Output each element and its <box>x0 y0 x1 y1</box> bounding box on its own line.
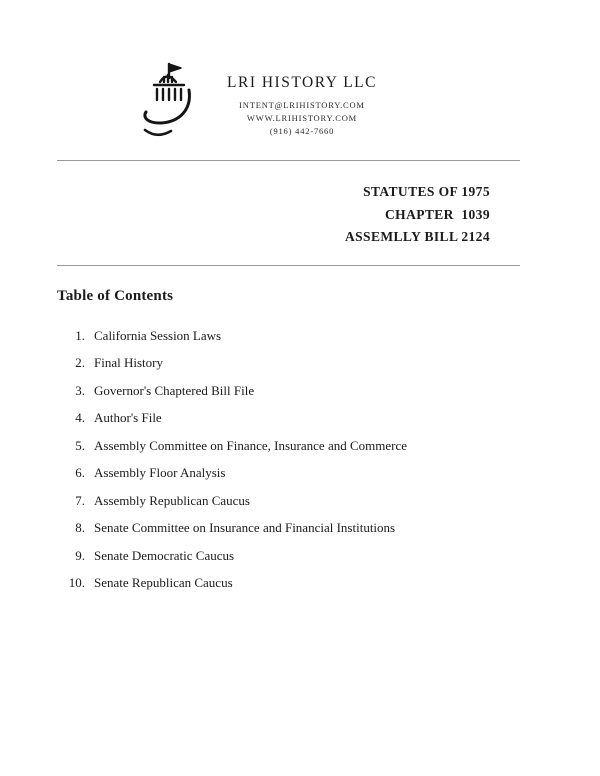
toc-list <box>57 328 520 592</box>
statutes-line: STATUTES OF 1975 <box>363 184 490 199</box>
toc-item-label: Assembly Committee on Finance, Insurance and Commerce <box>94 437 408 453</box>
toc-item-label: Assembly Republican Caucus <box>94 492 250 508</box>
top-divider <box>57 160 520 161</box>
toc-item <box>57 383 520 399</box>
toc-item-number: 4. <box>75 410 85 425</box>
toc-item <box>57 328 520 344</box>
toc-item-number: 5. <box>75 437 85 453</box>
toc-item-number: 9. <box>75 547 85 563</box>
toc-item-number: 10. <box>68 575 85 590</box>
toc-title: Table of Contents <box>57 287 174 304</box>
assembly-bill-line: ASSEMLLY BILL 2124 <box>344 229 490 244</box>
toc-item <box>57 410 520 426</box>
toc-item-number: 8. <box>75 520 85 535</box>
toc-item-label: Senate Democratic Caucus <box>94 547 235 563</box>
toc-item <box>57 438 520 454</box>
company-name: LRI HISTORY LLC <box>227 74 377 91</box>
toc-item-label: Assembly Floor Analysis <box>94 465 226 480</box>
chapter-line: CHAPTER 1039 <box>385 206 490 222</box>
toc-item <box>57 548 520 564</box>
letterhead-contact <box>227 60 377 138</box>
toc-item-label: Governor's Chaptered Bill File <box>94 382 255 398</box>
toc-item-number: 3. <box>75 382 85 398</box>
toc-item <box>57 520 520 536</box>
toc-item <box>57 355 520 371</box>
toc-item-label: Final History <box>94 355 163 370</box>
letterhead <box>0 0 600 144</box>
capitol-logo-icon <box>135 60 197 144</box>
phone-text: (916) 442-7660 <box>269 126 335 136</box>
toc-item-number: 6. <box>75 465 85 480</box>
page-content <box>0 160 600 591</box>
toc-item-number: 1. <box>75 327 85 343</box>
middle-divider <box>57 265 520 266</box>
website-text: WWW.LRIHISTORY.COM <box>246 113 358 123</box>
toc-item-number: 2. <box>75 355 85 370</box>
email-text: INTENT@LRIHISTORY.COM <box>239 100 365 110</box>
toc-item-label: Senate Committee on Insurance and Financial Institutions <box>94 520 396 535</box>
toc-item-label: Senate Republican Caucus <box>94 575 233 590</box>
toc-item-number: 7. <box>75 492 85 508</box>
toc-item <box>57 465 520 481</box>
statute-reference <box>57 181 490 249</box>
toc-item-label: California Session Laws <box>94 327 222 343</box>
toc-item <box>57 575 520 591</box>
toc-item-label: Author's File <box>94 410 162 425</box>
toc-item <box>57 493 520 509</box>
